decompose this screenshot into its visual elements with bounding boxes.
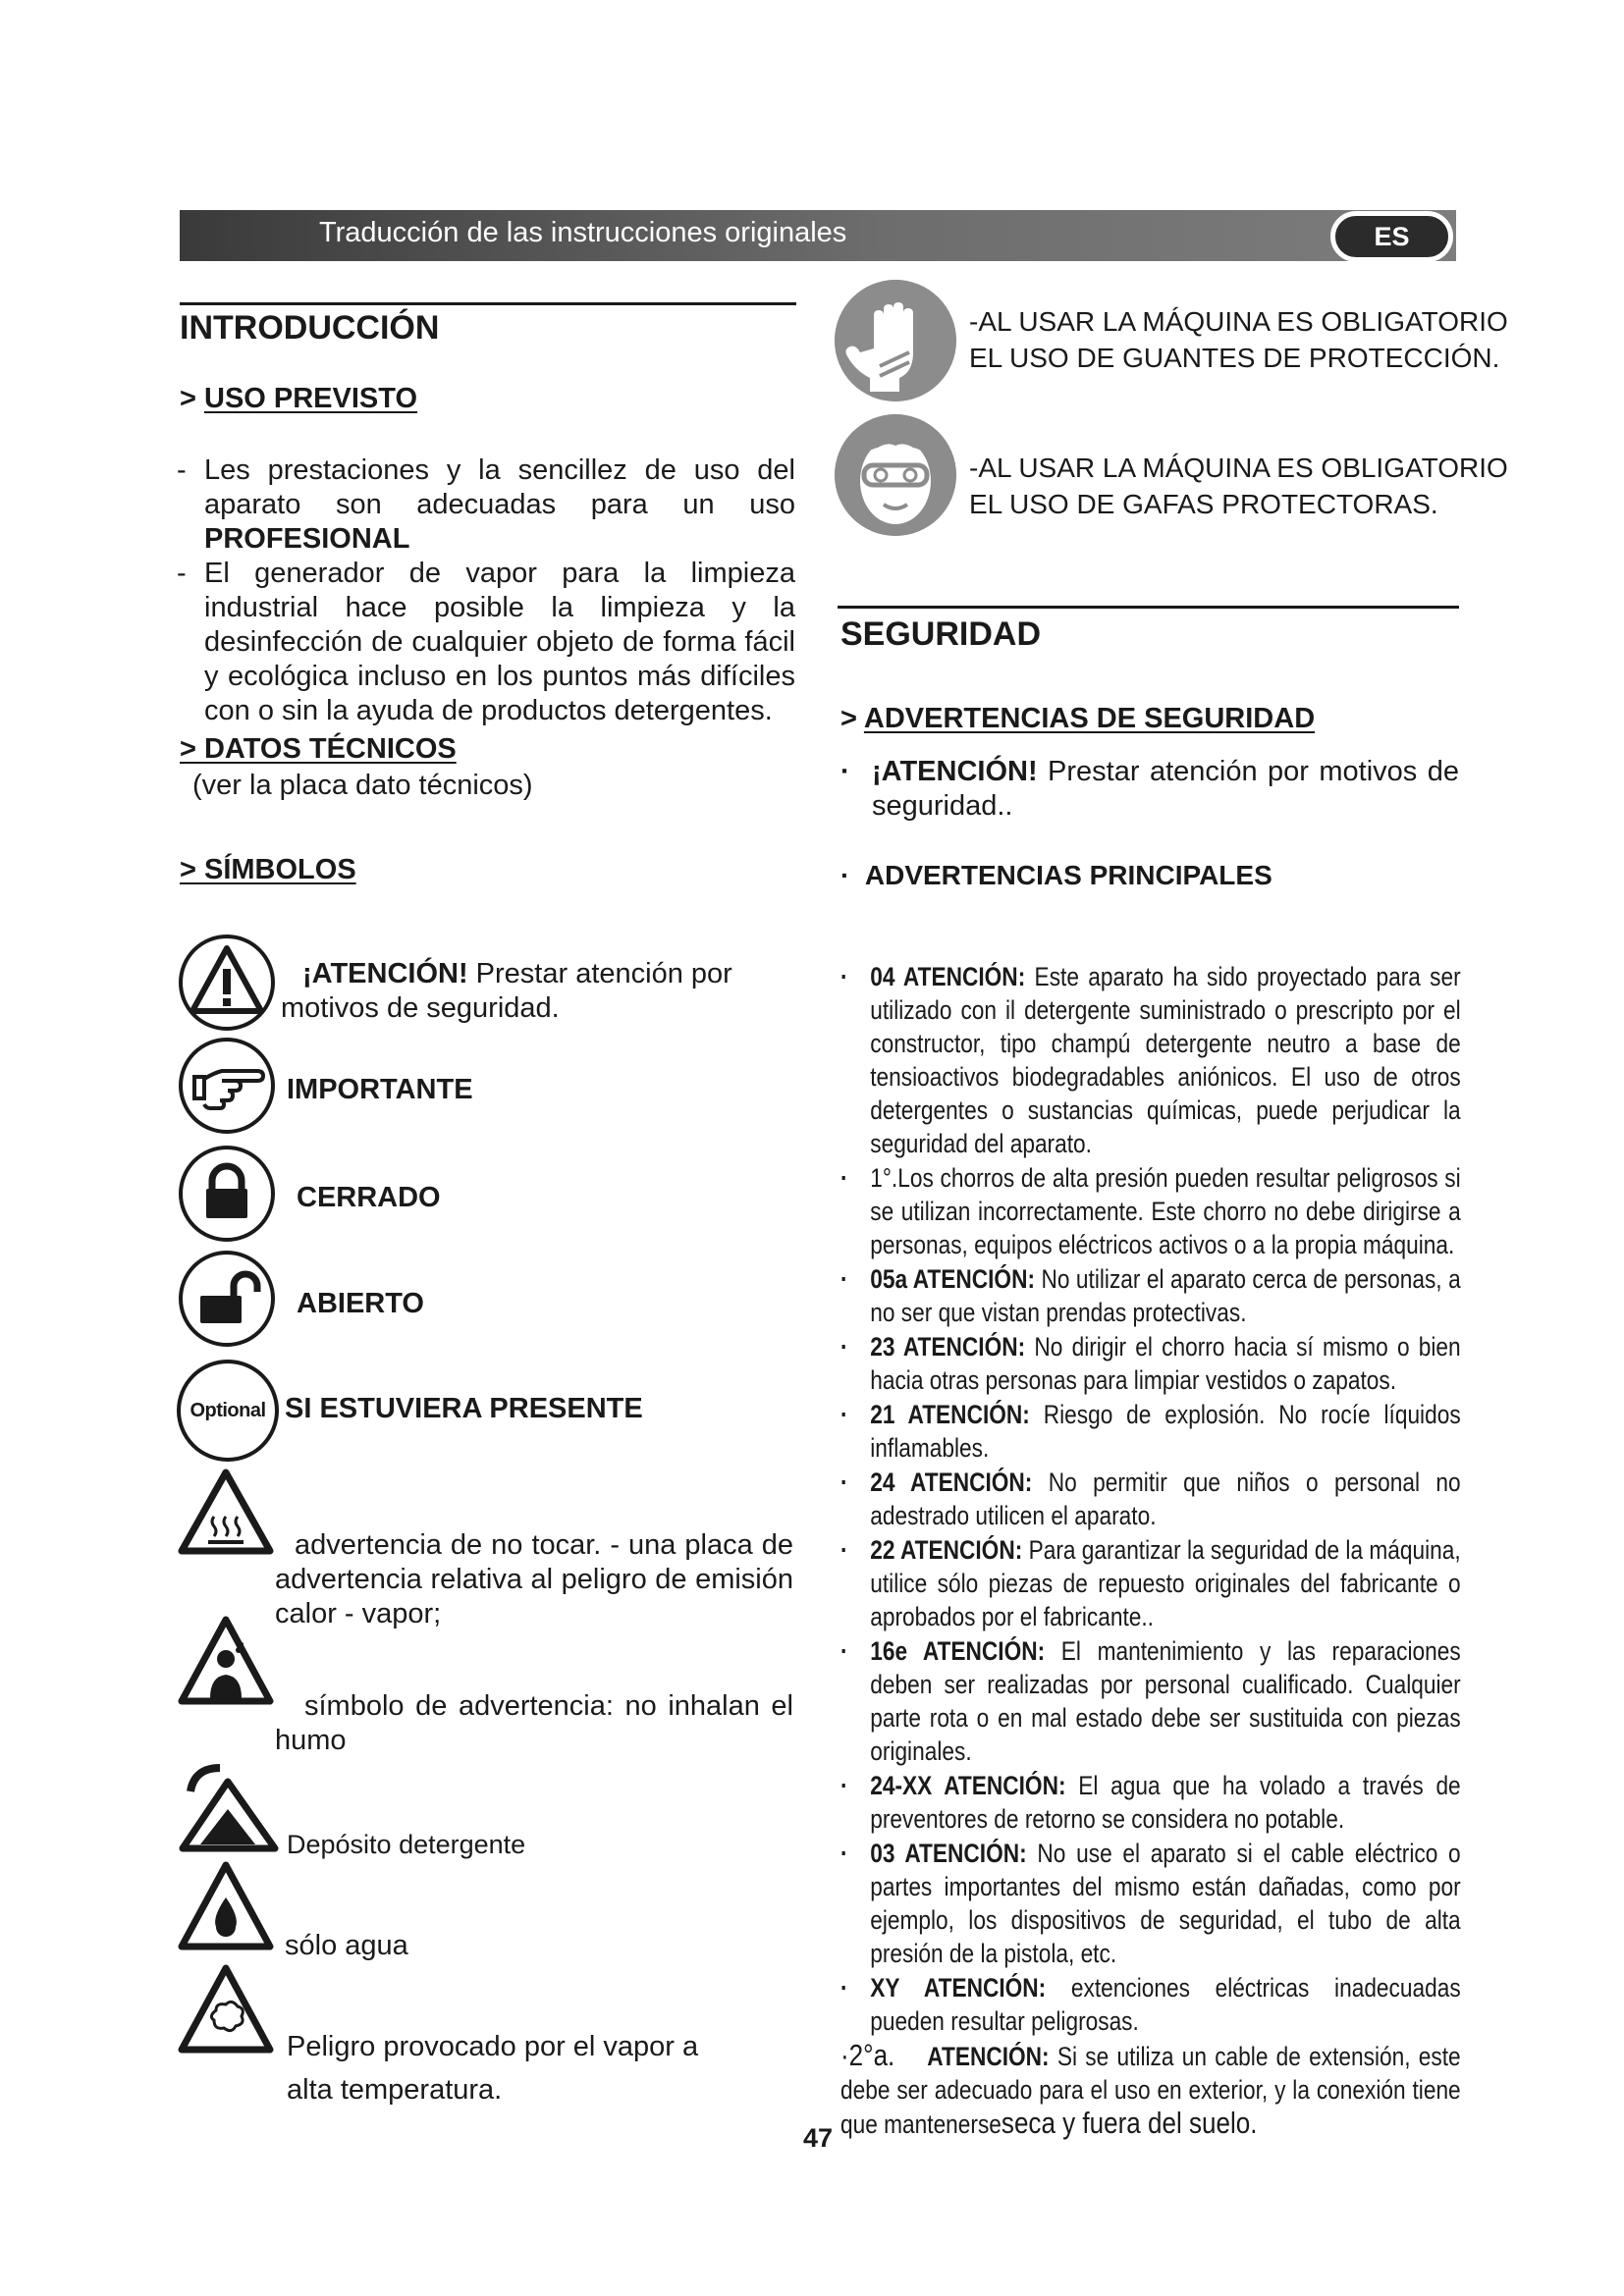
advertencias-principales: · ADVERTENCIAS PRINCIPALES (840, 860, 1272, 890)
symbol-peligro-vapor-text: Peligro provocado por el vapor a alta temperatura. (287, 2031, 699, 2106)
symbol-si-estuviera-text: SI ESTUVIERA PRESENTE (285, 1393, 643, 1424)
warning-item: · 24 ATENCIÓN: No permitir que niños o personal no adestrado utilicen el aparato. (840, 1468, 1461, 1530)
warning-item: · 22 ATENCIÓN: Para garantizar la seguridad de la máquina, utilice sólo piezas de repuesto originales del fabricante o aprobados por el fabricante.. (840, 1535, 1461, 1631)
warning-item: · 23 ATENCIÓN: No dirigir el chorro hacia sí mismo o bien hacia otras personas para limpiar vestidos o zapatos. (840, 1332, 1461, 1395)
uso-item-2: - El generador de vapor para la limpieza industrial hace posible la limpieza y la desinfección de cualquier objeto de forma fácil y ecológica incluso en los puntos más difíciles con o sin la ayuda de productos detergentes. (177, 558, 795, 726)
header-title: Traducción de las instrucciones originales (319, 217, 847, 248)
advertencias-seguridad-heading (840, 703, 1315, 735)
pointing-hand-icon (177, 1036, 277, 1136)
datos-tecnicos-note: (ver la placa dato técnicos) (192, 770, 533, 801)
simbolos-title: > SÍMBOLOS (180, 854, 356, 885)
datos-tecnicos-title: > DATOS TÉCNICOS (180, 733, 457, 765)
page-number: 47 (803, 2123, 834, 2153)
symbol-no-inhalan-text: símbolo de advertencia: no inhalan el humo (275, 1690, 793, 1756)
warnings-list (840, 960, 1461, 2142)
hot-steam-danger-icon (177, 1963, 275, 2056)
ppe-goggles-line-2: EL USO DE GAFAS PROTECTORAS. (969, 489, 1438, 519)
hot-surface-warning-icon (177, 1468, 275, 1556)
symbol-atencion-text: ¡ATENCIÓN! Prestar atención por motivos de seguridad. (281, 958, 732, 1024)
symbol-no-tocar-text: advertencia de no tocar. - una placa de advertencia relativa al peligro de emisión calor - vapor; (275, 1529, 793, 1629)
language-badge: ES (1330, 211, 1453, 262)
lock-closed-icon (177, 1144, 277, 1244)
ppe-goggles-line-1: -AL USAR LA MÁQUINA ES OBLIGATORIO (969, 453, 1508, 483)
ppe-gloves-line-1: -AL USAR LA MÁQUINA ES OBLIGATORIO (969, 306, 1508, 337)
warning-item: · 21 ATENCIÓN: Riesgo de explosión. No rocíe líquidos inflamables. (840, 1400, 1461, 1463)
water-only-icon (177, 1860, 275, 1953)
uso-marker: > (180, 383, 196, 414)
symbol-deposito-text: Depósito detergente (287, 1830, 526, 1859)
warning-item-last: ·2°a. ATENCIÓN: Si se utiliza un cable de extensión, este debe ser adecuado para el uso en exterior, y la conexión tiene que mantenerseseca y fuera del suelo. (840, 2038, 1461, 2140)
uso-list (177, 454, 795, 728)
warning-item: · 03 ATENCIÓN: No use el aparato si el cable eléctrico o partes importantes del mismo están dañadas, como por ejemplo, los dispositivos de seguridad, el tubo de alta presión de la pistola, etc. (840, 1839, 1461, 1968)
warning-triangle-icon (177, 933, 277, 1033)
uso-previsto-title: USO PREVISTO (204, 383, 418, 414)
uso-previsto-heading (180, 383, 417, 415)
symbol-abierto-text: ABIERTO (297, 1288, 424, 1319)
optional-icon: Optional (177, 1360, 279, 1462)
warning-item: · 1°.Los chorros de alta presión pueden resultar peligrosos si se utilizan incorrectamente. Este chorro no debe dirigirse a personas, equipos eléctricos activos o a la propia máquina. (840, 1163, 1461, 1259)
seguridad-rule (838, 606, 1459, 609)
uso-item-1: - Les prestaciones y la sencillez de uso del aparato son adecuadas para un uso PROFESIONAL (177, 454, 795, 555)
warning-item: · 04 ATENCIÓN: Este aparato ha sido proyectado para ser utilizado con il detergente suministrado o prescripto por el constructor, tipo champú detergente neutro a base de tensioactivos biodegradables aniónicos. El uso de otros detergentes o sustancias químicas, puede perjudicar la seguridad del aparato. (840, 962, 1461, 1158)
symbol-importante-text: IMPORTANTE (287, 1074, 473, 1105)
detergent-tank-icon (177, 1762, 285, 1855)
safety-goggles-icon (835, 414, 956, 536)
seguridad-atencion: · ¡ATENCIÓN! Prestar atención por motivos de seguridad.. (840, 756, 1459, 822)
warning-item: · 05a ATENCIÓN: No utilizar el aparato cerca de personas, a no ser que vistan prendas protectivas. (840, 1264, 1461, 1327)
advertencias-marker: > (840, 703, 857, 734)
advertencias-seguridad-title: ADVERTENCIAS DE SEGURIDAD (863, 703, 1316, 734)
no-inhale-smoke-icon (177, 1615, 275, 1708)
ppe-gloves-line-2: EL USO DE GUANTES DE PROTECCIÓN. (969, 343, 1500, 373)
lock-open-icon (177, 1249, 277, 1349)
warning-item: · XY ATENCIÓN: extenciones eléctricas inadecuadas pueden resultar peligrosas. (840, 1973, 1461, 2036)
protective-gloves-icon (835, 280, 956, 401)
warning-item: · 16e ATENCIÓN: El mantenimiento y las reparaciones deben ser realizadas por personal cualificado. Cualquier parte rota o en mal estado debe ser sustituida con piezas originales. (840, 1636, 1461, 1766)
intro-rule (180, 302, 796, 305)
symbol-solo-agua-text: sólo agua (285, 1930, 408, 1961)
intro-title: INTRODUCCIÓN (180, 309, 440, 347)
warning-item: · 24-XX ATENCIÓN: El agua que ha volado a través de preventores de retorno se considera no potable. (840, 1771, 1461, 1834)
symbol-cerrado-text: CERRADO (297, 1182, 441, 1213)
seguridad-title: SEGURIDAD (840, 615, 1042, 653)
